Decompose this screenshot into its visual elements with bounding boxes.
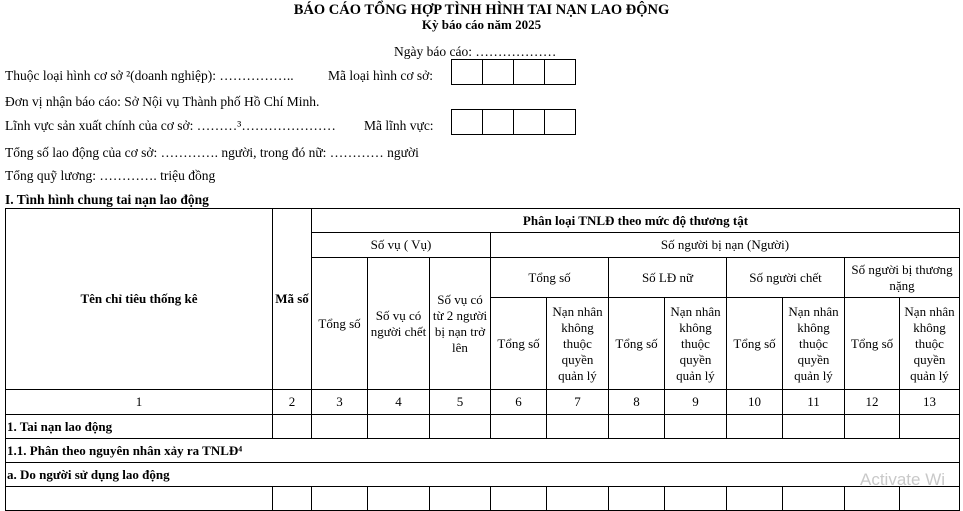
deaths-header: Số người chết xyxy=(727,258,845,298)
victims-total-header: Tổng số xyxy=(491,258,609,298)
col-number: 11 xyxy=(783,390,845,415)
receiver-line: Đơn vị nhận báo cáo: Sở Nội vụ Thành phố Hồ Chí Minh. xyxy=(5,94,320,109)
data-cell[interactable] xyxy=(273,415,312,439)
col-number: 8 xyxy=(609,390,665,415)
data-cell[interactable] xyxy=(547,415,609,439)
sub-not-managed-header: Nạn nhân không thuộc quyền quản lý xyxy=(547,298,609,390)
code-box[interactable] xyxy=(513,59,545,85)
female-workers-header: Số LĐ nữ xyxy=(609,258,727,298)
table-row xyxy=(6,463,960,487)
row-label: a. Do người sử dụng lao động xyxy=(6,463,960,487)
col-number: 9 xyxy=(665,390,727,415)
data-cell[interactable] xyxy=(430,415,491,439)
sub-total-header: Tổng số xyxy=(491,298,547,390)
code-box[interactable] xyxy=(451,109,483,135)
data-cell[interactable] xyxy=(368,415,430,439)
data-cell[interactable] xyxy=(900,415,960,439)
victims-group-header: Số người bị nạn (Người) xyxy=(491,233,960,258)
col-number: 13 xyxy=(900,390,960,415)
cases-total-header: Tổng số xyxy=(312,258,368,390)
data-cell[interactable] xyxy=(845,415,900,439)
table-row xyxy=(6,439,960,463)
sub-not-managed-header: Nạn nhân không thuộc quyền quản lý xyxy=(900,298,960,390)
accident-table xyxy=(5,208,960,511)
business-type-line: Thuộc loại hình cơ sở ²(doanh nghiệp): …………….. xyxy=(5,68,294,83)
data-cell[interactable] xyxy=(491,415,547,439)
cases-death-header: Số vụ có người chết xyxy=(368,258,430,390)
sub-not-managed-header: Nạn nhân không thuộc quyền quản lý xyxy=(665,298,727,390)
report-period: Kỳ báo cáo năm 2025 xyxy=(421,17,542,32)
workforce-line: Tổng số lao động của cơ sở: …………. người, trong đó nữ: ………… người xyxy=(5,145,419,160)
row-label: 1.1. Phân theo nguyên nhân xảy ra TNLĐ⁴ xyxy=(6,439,960,463)
col-number: 1 xyxy=(6,390,273,415)
data-cell[interactable] xyxy=(727,415,783,439)
code-box[interactable] xyxy=(544,109,576,135)
data-cell[interactable] xyxy=(783,415,845,439)
data-cell[interactable] xyxy=(312,415,368,439)
code-box[interactable] xyxy=(513,109,545,135)
payroll-line: Tổng quỹ lương: …………. triệu đồng xyxy=(5,168,216,183)
sub-total-header: Tổng số xyxy=(845,298,900,390)
serious-injury-header: Số người bị thương nặng xyxy=(845,258,960,298)
data-cell[interactable] xyxy=(609,415,665,439)
code-box[interactable] xyxy=(544,59,576,85)
report-title: BÁO CÁO TỔNG HỢP TÌNH HÌNH TAI NẠN LAO ĐỘNG xyxy=(293,2,670,18)
code-box[interactable] xyxy=(482,109,514,135)
sub-total-header: Tổng số xyxy=(609,298,665,390)
col-number: 4 xyxy=(368,390,430,415)
code-box[interactable] xyxy=(482,59,514,85)
col-number: 5 xyxy=(430,390,491,415)
data-cell[interactable] xyxy=(665,415,727,439)
col-number: 2 xyxy=(273,390,312,415)
cases-group-header: Số vụ ( Vụ) xyxy=(312,233,491,258)
col-number: 10 xyxy=(727,390,783,415)
report-date: Ngày báo cáo: ……………… xyxy=(394,44,557,59)
business-type-code-label: Mã loại hình cơ sở: xyxy=(328,68,434,83)
cases-multi-header: Số vụ có từ 2 người bị nạn trở lên xyxy=(430,258,491,390)
col-number: 6 xyxy=(491,390,547,415)
main-field-code-label: Mã lĩnh vực: xyxy=(364,118,434,133)
col-number: 3 xyxy=(312,390,368,415)
sub-total-header: Tổng số xyxy=(727,298,783,390)
business-type-code-boxes xyxy=(452,59,576,84)
activate-windows-watermark: Activate Wi xyxy=(860,470,946,489)
main-field-line: Lĩnh vực sản xuất chính của cơ sở: ………³………………… xyxy=(5,118,336,133)
col-indicator-header: Tên chỉ tiêu thống kê xyxy=(6,209,273,390)
row-label: 1. Tai nạn lao động xyxy=(6,415,273,439)
sub-not-managed-header: Nạn nhân không thuộc quyền quản lý xyxy=(783,298,845,390)
table-row xyxy=(6,415,960,439)
col-number: 7 xyxy=(547,390,609,415)
main-field-code-boxes xyxy=(452,109,576,134)
classification-header: Phân loại TNLĐ theo mức độ thương tật xyxy=(312,209,960,233)
col-code-header: Mã số xyxy=(273,209,312,390)
section-heading: I. Tình hình chung tai nạn lao động xyxy=(5,192,209,207)
table-row xyxy=(6,487,960,511)
col-number: 12 xyxy=(845,390,900,415)
code-box[interactable] xyxy=(451,59,483,85)
